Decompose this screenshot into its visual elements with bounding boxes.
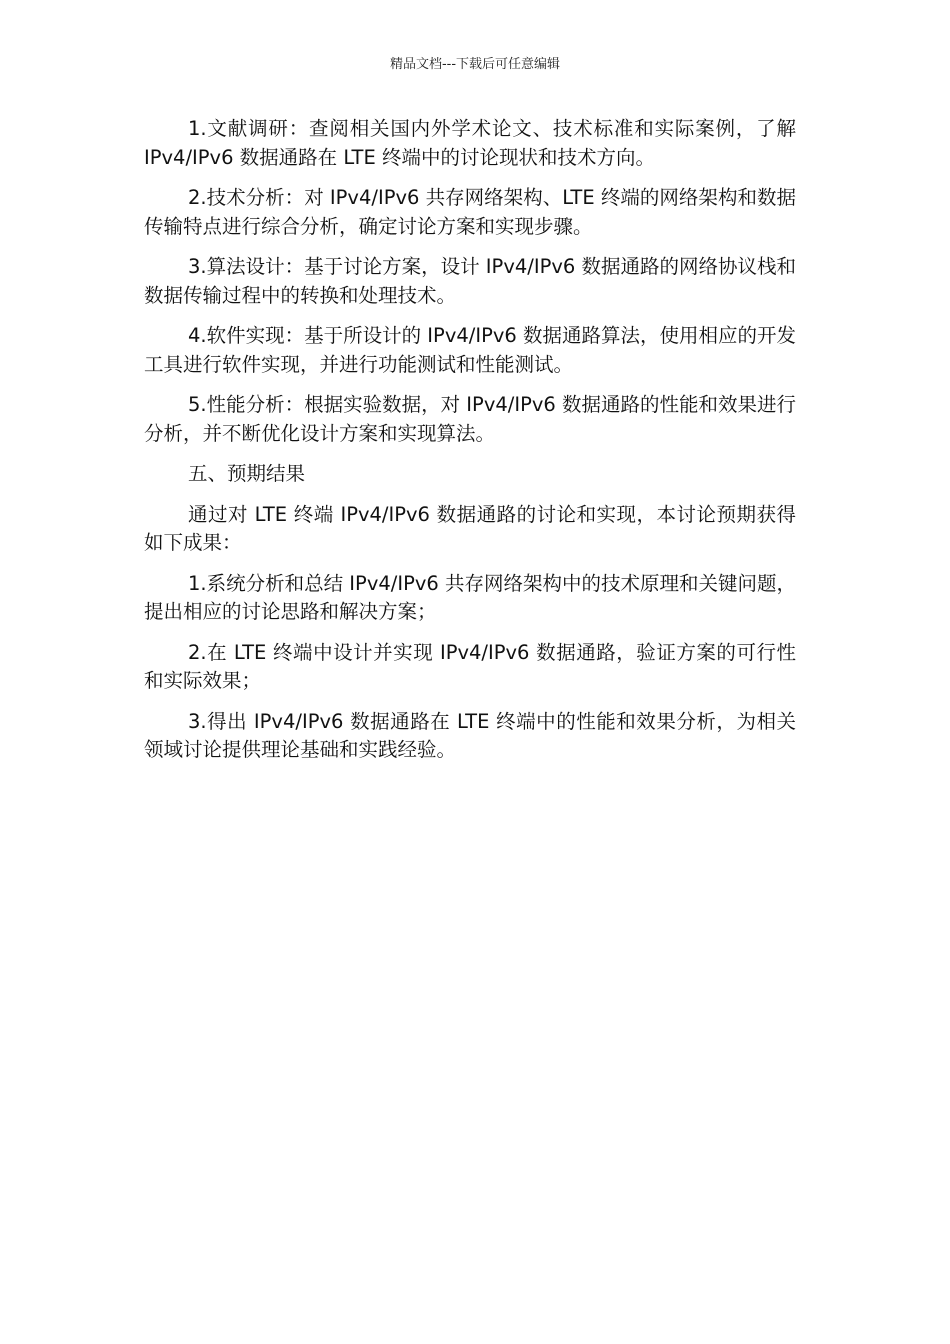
page-header-watermark: 精品文档---下载后可任意编辑 — [389, 57, 561, 72]
result-item-2: 2.在 LTE 终端中设计并实现 IPv4/IPv6 数据通路，验证方案的可行性和实际效果； — [144, 640, 796, 692]
result-item-1: 1.系统分析和总结 IPv4/IPv6 共存网络架构中的技术原理和关键问题，提出相应的讨论思路和解决方案； — [144, 571, 796, 623]
method-item-literature-review: 1.文献调研：查阅相关国内外学术论文、技术标准和实际案例，了解 IPv4/IPv6 数据通路在 LTE 终端中的讨论现状和技术方向。 — [144, 117, 796, 169]
result-item-3: 3.得出 IPv4/IPv6 数据通路在 LTE 终端中的性能和效果分析，为相关领域讨论提供理论基础和实践经验。 — [144, 709, 796, 761]
method-item-performance-analysis: 5.性能分析：根据实验数据，对 IPv4/IPv6 数据通路的性能和效果进行分析，并不断优化设计方案和实现算法。 — [144, 393, 796, 445]
method-item-software-implementation: 4.软件实现：基于所设计的 IPv4/IPv6 数据通路算法，使用相应的开发工具进行软件实现，并进行功能测试和性能测试。 — [144, 324, 796, 376]
section-heading-expected-results: 五、预期结果 — [188, 462, 306, 485]
expected-results-intro: 通过对 LTE 终端 IPv4/IPv6 数据通路的讨论和实现，本讨论预期获得如下成果： — [144, 502, 796, 554]
method-item-technical-analysis: 2.技术分析：对 IPv4/IPv6 共存网络架构、LTE 终端的网络架构和数据传输特点进行综合分析，确定讨论方案和实现步骤。 — [144, 186, 796, 238]
document-body — [144, 115, 796, 777]
method-item-algorithm-design: 3.算法设计：基于讨论方案，设计 IPv4/IPv6 数据通路的网络协议栈和数据传输过程中的转换和处理技术。 — [144, 255, 796, 307]
